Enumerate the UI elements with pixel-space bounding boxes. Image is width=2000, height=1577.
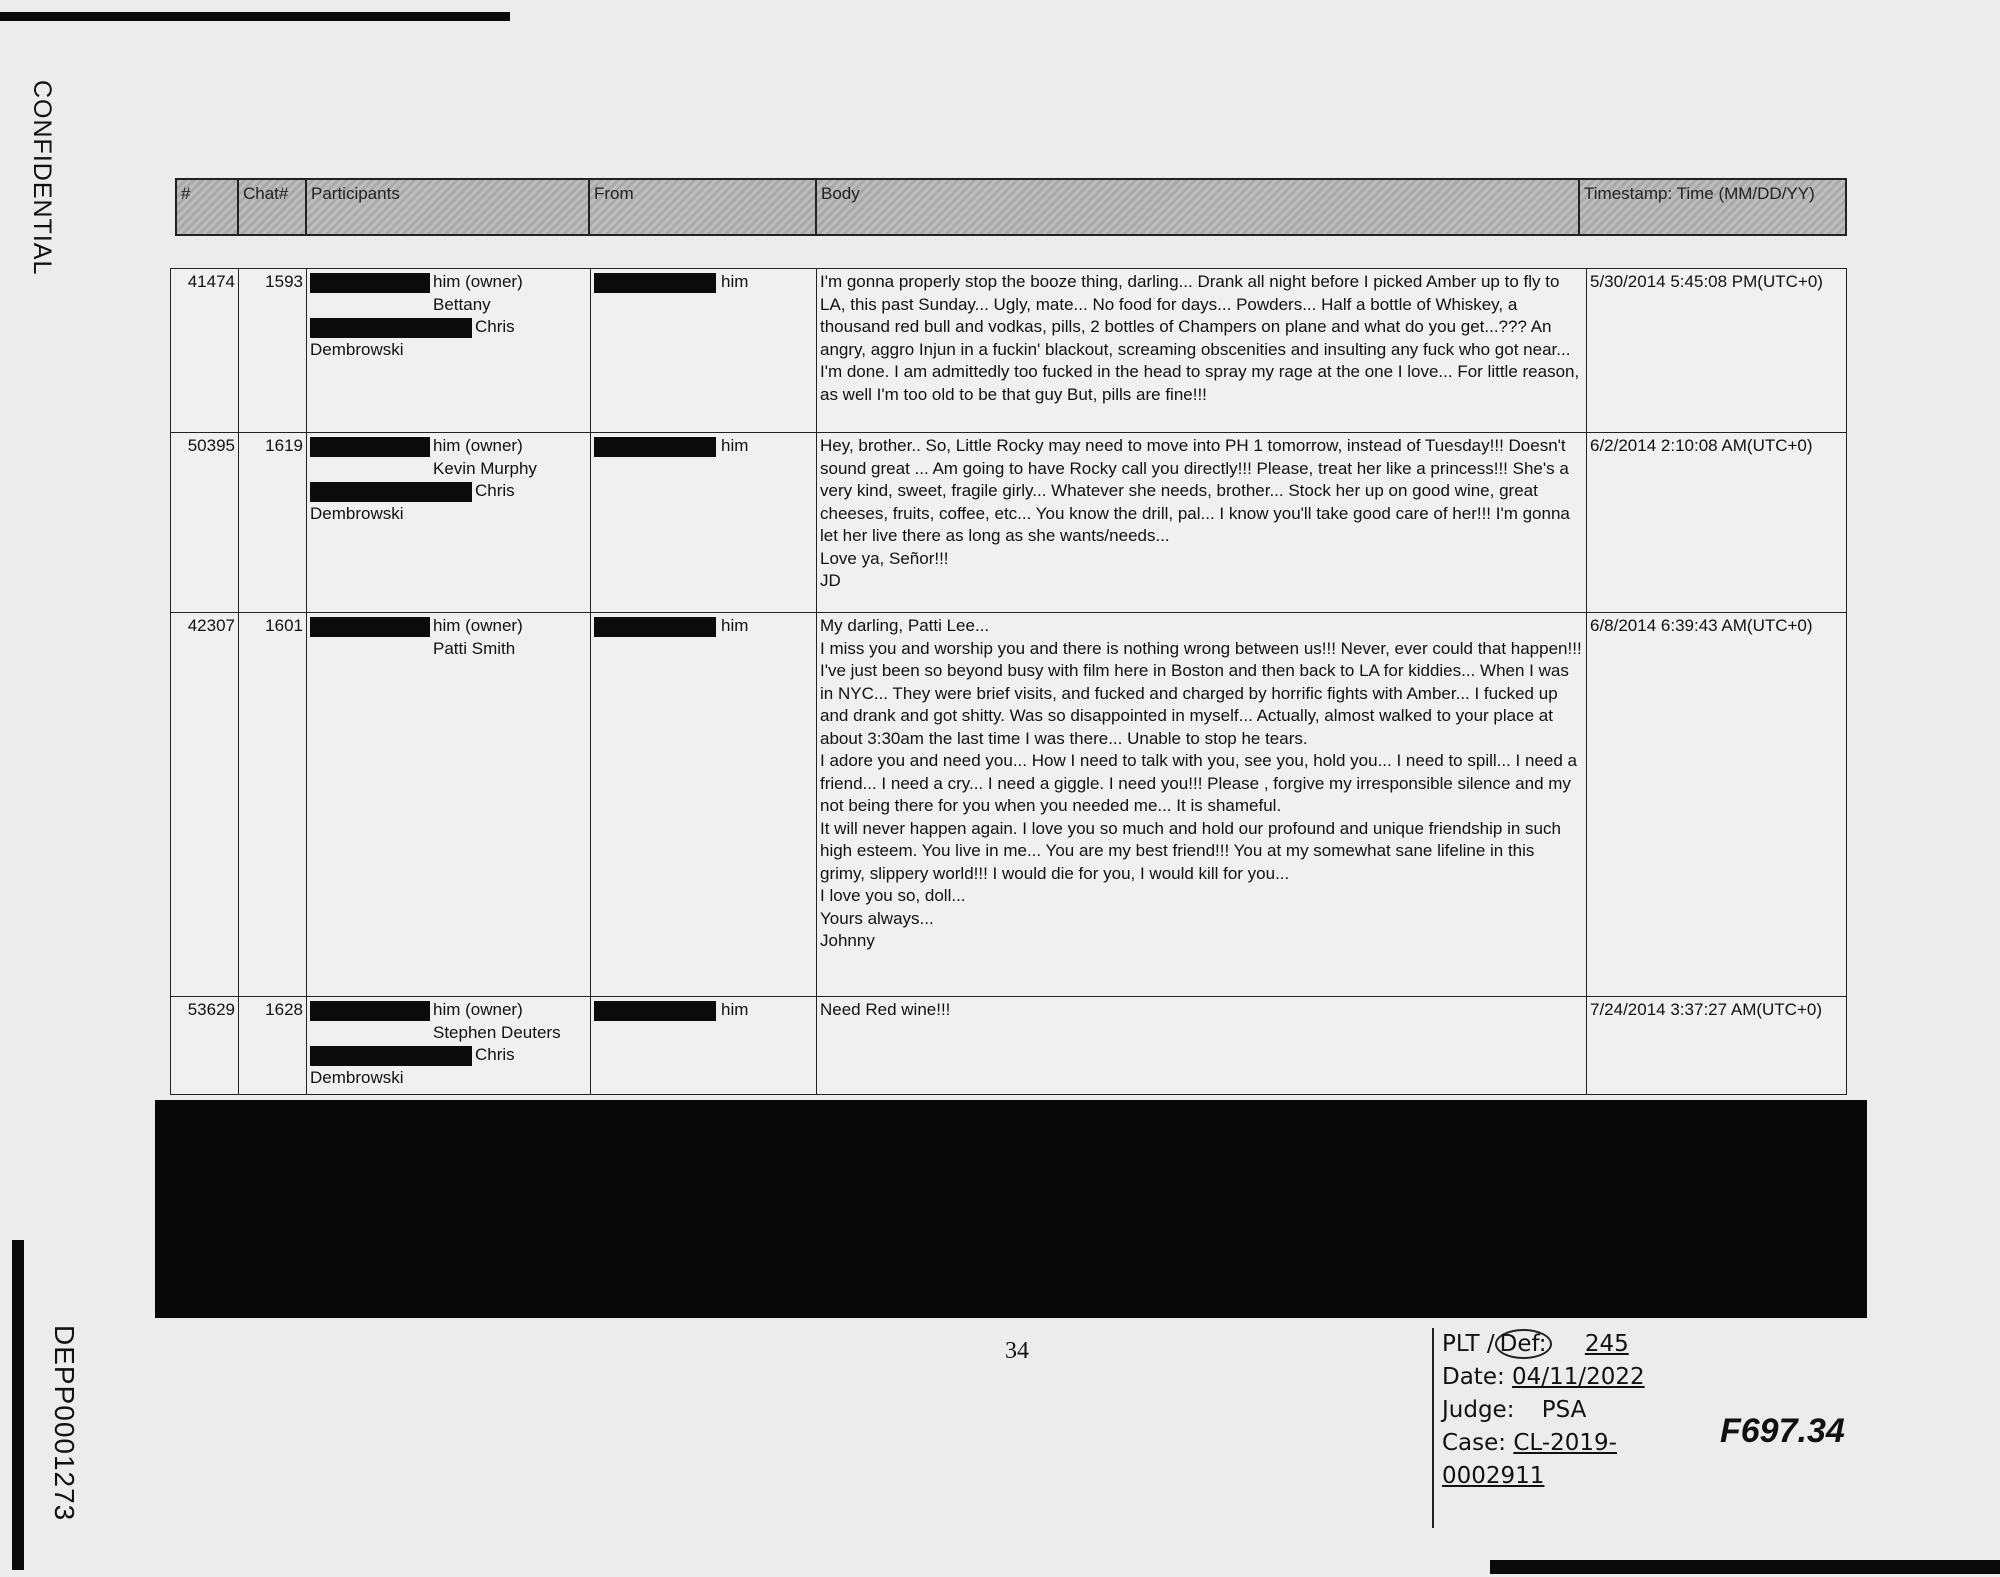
timestamp-cell: 7/24/2014 3:37:27 AM(UTC+0) [1587,997,1847,1095]
participants-cell [307,613,591,997]
stamp-judge-value: PSA [1541,1397,1587,1423]
from-cell [591,613,817,997]
body-paragraph: JD [820,571,841,590]
header-cell: # [176,179,238,235]
body-paragraph: I'm gonna properly stop the booze thing, darling... Drank all night before I picked Amber up to fly to LA, this past Sunday... Ugly, mate... No food for days... Powders... Half a bottle of Whiskey, a thousand red bull and vodkas, pills, 2 bottles of Champers on plane and what do you get...??? An angry, aggro Injun in a fuckin' blackout, screaming obscenities and insulting any fuck who got near... [820,272,1571,359]
body-cell [817,269,1587,433]
body-paragraph: Yours always... [820,908,934,928]
participant-name: Dembrowski [310,339,404,359]
participant-name: Chris [475,317,515,336]
from-cell [591,433,817,613]
redaction-mark [310,617,430,637]
header-cell: From [589,179,816,235]
participant-name: him (owner) [433,616,523,635]
participant-name: Patti Smith [433,638,516,658]
table-header [175,178,1847,236]
from-cell [591,997,817,1095]
participant-line [310,1022,587,1045]
redaction-mark [594,273,716,293]
header-cell: Timestamp: Time (MM/DD/YY) [1579,179,1846,235]
chat-table [170,268,1847,1095]
participant-line [310,316,587,339]
row-id-cell: 53629 [171,997,239,1095]
chat-number-cell: 1619 [239,433,307,613]
table-row [171,269,1847,433]
row-id-cell: 42307 [171,613,239,997]
redaction-mark [310,1001,430,1021]
redaction-mark [310,482,472,502]
body-paragraph: I miss you and worship you and there is nothing wrong between us!!! Never, ever could that happen!!! I've just been so beyond busy with film here in Boston and then back to LA for kiddies... When I was in NYC... They were brief visits, and fucked and charged by horrific fights with Amber... I fucked up and drank and got shitty. Was so disappointed in myself... Actually, almost walked to your place at about 3:30am the last time I was there... Unable to stop he tears. [820,638,1582,748]
from-cell [591,269,817,433]
header-cell: Participants [306,179,589,235]
scan-bottom-bar [1490,1560,2000,1574]
chat-number-cell: 1601 [239,613,307,997]
body-paragraph: I'm done. I am admittedly too fucked in the head to spray my rage at the one I love... For little reason, as well I'm too old to be that guy But, pills are fine!!! [820,362,1580,404]
participant-line [310,615,587,638]
row-id-cell: 50395 [171,433,239,613]
confidential-label: CONFIDENTIAL [28,80,56,276]
participants-cell [307,997,591,1095]
participant-line [310,480,587,503]
participant-line [310,458,587,481]
redaction-mark [310,1046,472,1066]
chat-number-cell: 1593 [239,269,307,433]
redaction-mark [310,273,430,293]
body-paragraph: I love you so, doll... [820,886,966,905]
body-paragraph: Hey, brother.. So, Little Rocky may need to move into PH 1 tomorrow, instead of Tuesday!!! Doesn't sound great ... Am going to have Rocky call you directly!!! Please, treat her like a princess!!! She's a very kind, sweet, fragile girly... Whatever she needs, brother... Stock her up on good wine, great cheeses, fruits, coffee, etc... You know the drill, pal... I know you'll take good care of her!!! I'm gonna let her live there as long as she wants/needs... [820,436,1570,545]
table-row [171,433,1847,613]
body-paragraph: My darling, Patti Lee... [820,616,990,635]
header-cell: Body [816,179,1579,235]
body-cell [817,997,1587,1095]
redaction-mark [594,1001,716,1021]
exhibit-stamp [1432,1328,1702,1528]
participant-name: Chris [475,481,515,500]
timestamp-cell: 6/2/2014 2:10:08 AM(UTC+0) [1587,433,1847,613]
participant-line [310,503,587,526]
participant-name: him (owner) [433,272,523,291]
participant-name: Bettany [433,294,491,314]
body-paragraph: I adore you and need you... How I need to talk with you, see you, hold you... I need to spill... I need a friend... I need a cry... I need a giggle. I need you!!! Please , forgive my irresponsible silence and my not being there for you when you needed me... It is shameful. [820,751,1577,815]
from-name: him [721,436,749,455]
row-id-cell: 41474 [171,269,239,433]
stamp-case-value: CL-2019-0002911 [1442,1430,1617,1489]
stamp-line-date [1442,1361,1702,1394]
stamp-def: Def: [1495,1329,1552,1359]
stamp-line-plt [1442,1328,1702,1361]
participant-line [310,294,587,317]
body-paragraph: It will never happen again. I love you so much and hold our profound and unique friendship in such high esteem. You live in me... You are my best friend!!! You at my somewhat sane lifeline in this grimy, slippery world!!! I would die for you, I would kill for you... [820,818,1561,883]
stamp-case-label: Case: [1442,1430,1507,1456]
stamp-line-judge [1442,1394,1702,1427]
table-row [171,613,1847,997]
from-name: him [721,272,749,291]
from-name: him [721,616,749,635]
participant-name: Kevin Murphy [433,458,537,478]
participant-line [310,339,587,362]
redaction-mark [310,318,472,338]
body-paragraph: Love ya, Señor!!! [820,548,949,568]
redaction-mark [594,617,716,637]
table-row [171,997,1847,1095]
stamp-judge-label: Judge: [1442,1397,1515,1423]
body-paragraph: Need Red wine!!! [820,1000,951,1019]
chat-number-cell: 1628 [239,997,307,1095]
stamp-line-case [1442,1427,1702,1493]
redaction-block [155,1100,1867,1318]
stamp-date-label: Date: [1442,1364,1505,1390]
stamp-exhibit-number: 245 [1584,1331,1629,1357]
timestamp-cell: 6/8/2014 6:39:43 AM(UTC+0) [1587,613,1847,997]
participant-name: Dembrowski [310,503,404,523]
scan-top-bar [0,12,510,21]
participant-line [310,435,587,458]
participant-line [310,999,587,1022]
scan-left-bar [12,1240,24,1570]
participant-line [310,1044,587,1067]
redaction-mark [310,437,430,457]
participant-name: him (owner) [433,436,523,455]
page-number: 34 [1005,1338,1029,1364]
stamp-date-value: 04/11/2022 [1512,1364,1645,1390]
participant-line [310,1067,587,1090]
participant-line [310,638,587,661]
body-paragraph: Johnny [820,931,875,950]
body-cell [817,433,1587,613]
bates-number: DEPP0001273 [49,1325,80,1522]
exhibit-id: F697.34 [1720,1412,1845,1450]
from-name: him [721,1000,749,1019]
participants-cell [307,269,591,433]
header-cell: Chat# [238,179,306,235]
participant-name: Dembrowski [310,1067,404,1087]
participants-cell [307,433,591,613]
participant-name: him (owner) [433,1000,523,1019]
body-cell [817,613,1587,997]
timestamp-cell: 5/30/2014 5:45:08 PM(UTC+0) [1587,269,1847,433]
participant-name: Chris [475,1045,515,1064]
redaction-mark [594,437,716,457]
participant-name: Stephen Deuters [433,1022,561,1042]
stamp-plt-prefix: PLT / [1442,1331,1495,1357]
participant-line [310,271,587,294]
